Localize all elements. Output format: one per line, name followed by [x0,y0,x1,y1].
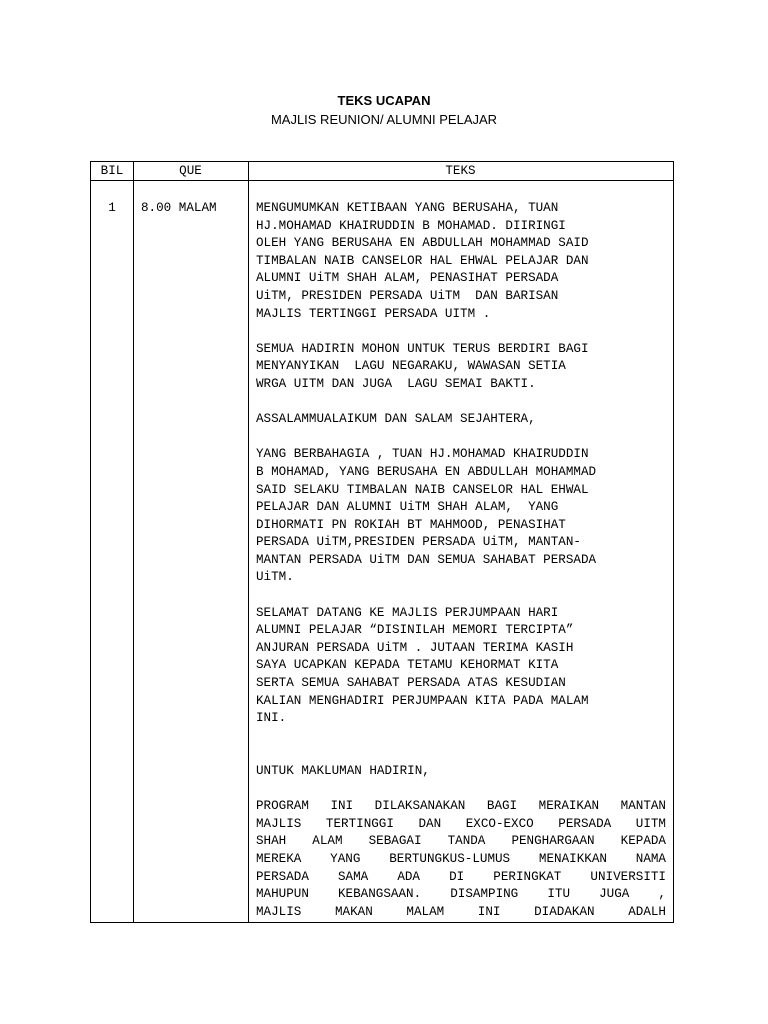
column-divider [248,162,249,922]
speech-paragraph-announcement: MENGUMUMKAN KETIBAAN YANG BERUSAHA, TUAN HJ.MOHAMAD KHAIRUDDIN B MOHAMAD. DIIRINGI OLEH YANG BERUSAHA EN ABDULLAH MOHAMMAD SAID TIMBALAN NAIB CANSELOR HAL EHWAL PELAJAR DAN ALUMNI UiTM SHAH ALAM, PENASIHAT PERSADA UiTM, PRESIDEN PERSADA UiTM DAN BARISAN MAJLIS TERTINGGI PERSADA UITM . [256,201,589,321]
speech-table [90,161,674,923]
program-line: SHAH ALAM SEBAGAI TANDA PENGHARGAAN KEPADA [256,834,666,849]
program-line: PERSADA SAMA ADA DI PERINGKAT UNIVERSITI [256,869,666,884]
row-speech-text [256,200,666,920]
header-bil: BIL [100,164,124,178]
document-title: TEKS UCAPAN [337,93,431,108]
speech-paragraph-notice: UNTUK MAKLUMAN HADIRIN, [256,764,430,778]
speech-paragraph-welcome: SELAMAT DATANG KE MAJLIS PERJUMPAAN HARI ALUMNI PELAJAR “DISINILAH MEMORI TERCIPTA” ANJURAN PERSADA UiTM . JUTAAN TERIMA KASIH SAYA UCAPKAN KEPADA TETAMU KEHORMAT KITA SERTA SEMUA SAHABAT PERSADA ATAS KESUDIAN KALIAN MENGHADIRI PERJUMPAAN KITA PADA MALAM INI. [256,605,589,726]
column-divider [133,162,134,922]
row-cue-time: 8.00 MALAM [141,201,217,215]
speech-paragraph-anthem: SEMUA HADIRIN MOHON UNTUK TERUS BERDIRI BAGI MENYANYIKAN LAGU NEGARAKU, WAWASAN SETIA WRGA UITM DAN JUGA LAGU SEMAI BAKTI. [256,341,589,391]
program-line: MEREKA YANG BERTUNGKUS-LUMUS MENAIKKAN NAMA [256,851,666,866]
program-line: PROGRAM INI DILAKSANAKAN BAGI MERAIKAN MANTAN [256,799,666,814]
document-subtitle: MAJLIS REUNION/ ALUMNI PELAJAR [270,112,498,127]
header-divider [91,180,673,181]
speech-paragraph-program [256,798,666,920]
program-line: MAHUPUN KEBANGSAAN. DISAMPING ITU JUGA , [256,887,666,902]
speech-paragraph-greeting: ASSALAMMUALAIKUM DAN SALAM SEJAHTERA, [256,412,536,427]
header-que: QUE [179,164,202,178]
row-number: 1 [108,201,116,215]
program-line: MAJLIS MAKAN MALAM INI DIADAKAN ADALH [256,904,666,919]
speech-paragraph-salutation: YANG BERBAHAGIA , TUAN HJ.MOHAMAD KHAIRUDDIN B MOHAMAD, YANG BERUSAHA EN ABDULLAH MOHAMMAD SAID SELAKU TIMBALAN NAIB CANSELOR HAL EHWAL PELAJAR DAN ALUMNI UiTM SHAH ALAM, YANG DIHORMATI PN ROKIAH BT MAHMOOD, PENASIHAT PERSADA UiTM,PRESIDEN PERSADA UiTM, MANTAN- MANTAN PERSADA UiTM DAN SEMUA SAHABAT PERSADA UiTM. [256,447,597,585]
program-line: MAJLIS TERTINGGI DAN EXCO-EXCO PERSADA UITM [256,816,666,831]
header-teks: TEKS [445,164,476,178]
